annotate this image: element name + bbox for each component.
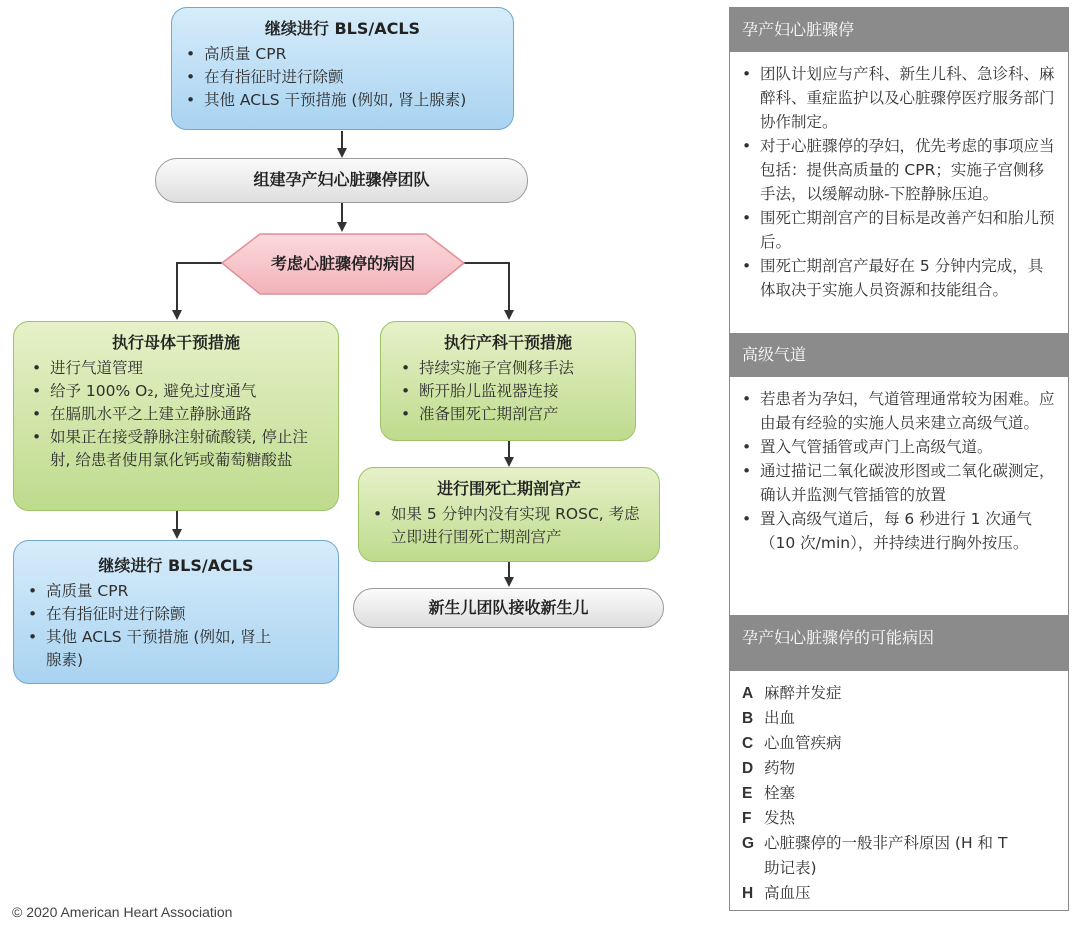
connector — [176, 511, 178, 531]
connector — [508, 562, 510, 578]
list-item: • 其他 ACLS 干预措施 (例如, 肾上腺素) — [186, 89, 503, 112]
box-label: 新生儿团队接收新生儿 — [428, 598, 589, 617]
box-title: 执行母体干预措施 — [111, 333, 240, 352]
connector — [464, 262, 510, 264]
list-item: • 给予 100% O₂, 避免过度通气 — [32, 380, 318, 403]
cause-item: H 高血压 — [742, 884, 811, 902]
box-label: 组建孕产妇心脏骤停团队 — [253, 170, 430, 189]
list-item: • 高质量 CPR — [28, 580, 278, 603]
box-title: 继续进行 BLS/ACLS — [98, 556, 254, 575]
info-panel — [729, 7, 1069, 911]
list-item: • 通过描记二氧化碳波形图或二氧化碳测定，确认并监测气管插管的放置 — [742, 459, 1058, 507]
list-item: • 围死亡期剖宫产最好在 5 分钟内完成，具体取决于实施人员资源和技能组合。 — [742, 254, 1058, 302]
arrow-down-icon — [172, 529, 182, 539]
arrow-down-icon — [337, 148, 347, 158]
list-item: • 置入高级气道后，每 6 秒进行 1 次通气（10 次/min），并持续进行胸外按压。 — [742, 507, 1058, 555]
list-item: • 在膈肌水平之上建立静脉通路 — [32, 403, 318, 426]
decision-label: 考虑心脏骤停的病因 — [270, 254, 415, 273]
continue-bls-acls-box-bottom — [13, 540, 339, 684]
list-item: • 在有指征时进行除颤 — [186, 66, 503, 89]
neonatal-team-box — [353, 588, 664, 628]
list-item: • 准备围死亡期剖宫产 — [401, 403, 625, 426]
section-body-possible-causes — [730, 671, 1068, 912]
arrow-down-icon — [337, 222, 347, 232]
arrow-down-icon — [172, 310, 182, 320]
box-title: 继续进行 BLS/ACLS — [264, 19, 421, 38]
cause-item: D 药物 — [742, 759, 796, 777]
connector — [508, 262, 510, 312]
list-item: • 其他 ACLS 干预措施 (例如, 肾上腺素) — [28, 626, 278, 672]
connector — [176, 262, 178, 312]
maternal-interventions-box — [13, 321, 339, 511]
cause-item: F 发热 — [742, 809, 796, 827]
list-item: • 置入气管插管或声门上高级气道。 — [742, 435, 1058, 459]
cause-item: A 麻醉并发症 — [742, 684, 842, 702]
arrow-down-icon — [504, 310, 514, 320]
list-item: • 持续实施子宫侧移手法 — [401, 357, 625, 380]
assemble-team-box — [155, 158, 528, 203]
list-item: • 如果 5 分钟内没有实现 ROSC, 考虑立即进行围死亡期剖宫产 — [373, 503, 645, 549]
list-item: • 对于心脏骤停的孕妇，优先考虑的事项应当包括：提供高质量的 CPR；实施子宫侧移手法，以缓解动脉-下腔静脉压迫。 — [742, 134, 1058, 206]
obstetric-interventions-box — [380, 321, 636, 441]
arrow-down-icon — [504, 457, 514, 467]
list-item: • 围死亡期剖宫产的目标是改善产妇和胎儿预后。 — [742, 206, 1058, 254]
list-item: • 高质量 CPR — [186, 43, 503, 66]
copyright-text: © 2020 American Heart Association — [12, 904, 233, 920]
list-item: • 进行气道管理 — [32, 357, 318, 380]
box-title: 执行产科干预措施 — [443, 333, 572, 352]
section-header-maternal-arrest: 孕产妇心脏骤停 — [730, 8, 1068, 52]
section-header-possible-causes: 孕产妇心脏骤停的可能病因 — [730, 615, 1068, 671]
perimortem-cesarean-box — [358, 467, 660, 562]
list-item: • 若患者为孕妇，气道管理通常较为困难。应由最有经验的实施人员来建立高级气道。 — [742, 387, 1058, 435]
list-item: • 在有指征时进行除颤 — [28, 603, 278, 626]
arrow-down-icon — [504, 577, 514, 587]
section-header-advanced-airway: 高级气道 — [730, 333, 1068, 377]
continue-bls-acls-box-top — [171, 7, 514, 130]
list-item: • 断开胎儿监视器连接 — [401, 380, 625, 403]
cause-item: E 栓塞 — [742, 784, 796, 802]
section-body-maternal-arrest — [730, 52, 1068, 333]
cause-item: C 心血管疾病 — [742, 734, 842, 752]
list-item: • 团队计划应与产科、新生儿科、急诊科、麻醉科、重症监护以及心脏骤停医疗服务部门协作制定。 — [742, 62, 1058, 134]
list-item: • 如果正在接受静脉注射硫酸镁, 停止注射, 给患者使用氯化钙或葡萄糖酸盐 — [32, 426, 318, 472]
box-title: 进行围死亡期剖宫产 — [436, 479, 581, 498]
connector — [176, 262, 222, 264]
cause-item: G 心脏骤停的一般非产科原因 (H 和 T 助记表) — [742, 834, 1008, 877]
cause-item: B 出血 — [742, 709, 796, 727]
section-body-advanced-airway — [730, 377, 1068, 615]
